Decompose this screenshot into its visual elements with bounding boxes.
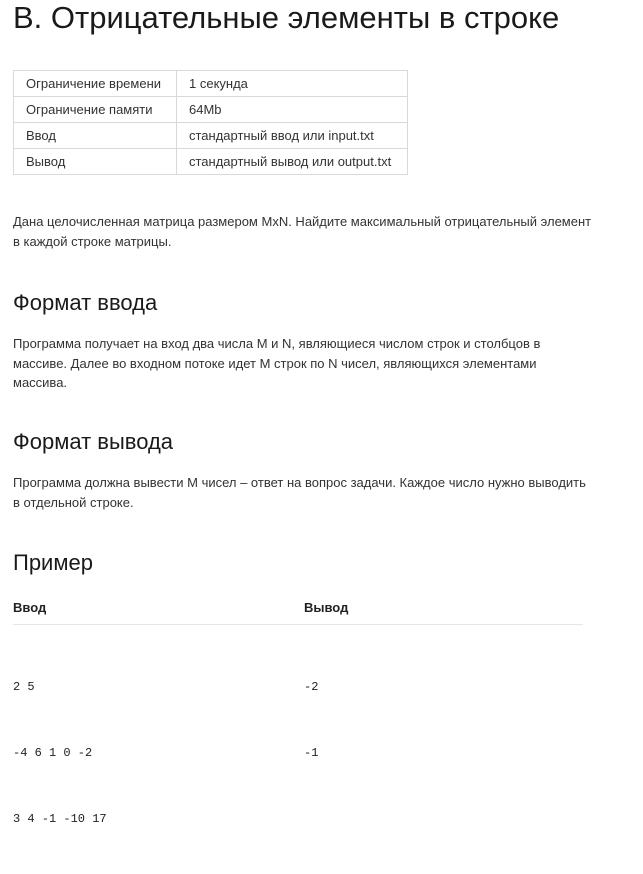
example-heading: Пример (13, 550, 93, 575)
example-output (304, 632, 333, 808)
limits-table (13, 70, 408, 175)
input-format-line: массиве. Далее во входном потоке идет M строк по N чисел, являющихся элементами (13, 355, 537, 371)
limits-row-memory (14, 97, 408, 123)
limit-value: стандартный ввод или input.txt (177, 123, 408, 149)
example-output-line: -2 (304, 680, 319, 694)
limit-label: Ввод (14, 123, 177, 149)
limits-row-time (14, 71, 408, 97)
example-input-line: 2 5 (13, 680, 35, 694)
example-output-line: -1 (304, 746, 319, 760)
output-format-line: в отдельной строке. (13, 494, 134, 510)
input-format-heading: Формат ввода (13, 290, 158, 315)
limit-label: Ограничение времени (14, 71, 177, 97)
statement-line: Дана целочисленная матрица размером MxN. Найдите максимальный отрицательный элемент (13, 214, 592, 229)
limits-row-input (14, 123, 408, 149)
input-format-line: Программа получает на вход два числа M и N, являющиеся числом строк и столбцов в (13, 336, 541, 351)
example-input-label: Ввод (13, 600, 47, 615)
limit-value: 1 секунда (177, 71, 408, 97)
output-format-text (13, 473, 603, 512)
example-header (13, 596, 583, 625)
example-input-line: -4 6 1 0 -2 (13, 746, 93, 760)
limit-label: Ограничение памяти (14, 97, 177, 123)
limit-value: 64Mb (177, 97, 408, 123)
example-input (13, 632, 107, 874)
limits-row-output (14, 149, 408, 175)
input-format-line: массива. (13, 375, 68, 390)
example-output-label: Вывод (304, 600, 349, 615)
problem-statement (13, 212, 603, 251)
problem-title: B. Отрицательные элементы в строке (13, 0, 560, 35)
input-format-text (13, 334, 603, 393)
example-input-line: 3 4 -1 -10 17 (13, 812, 107, 826)
limit-value: стандартный вывод или output.txt (177, 149, 408, 175)
output-format-heading: Формат вывода (13, 429, 174, 454)
output-format-line: Программа должна вывести M чисел – ответ на вопрос задачи. Каждое число нужно выводить (13, 475, 586, 490)
statement-line: в каждой строке матрицы. (13, 233, 172, 249)
limit-label: Вывод (14, 149, 177, 175)
